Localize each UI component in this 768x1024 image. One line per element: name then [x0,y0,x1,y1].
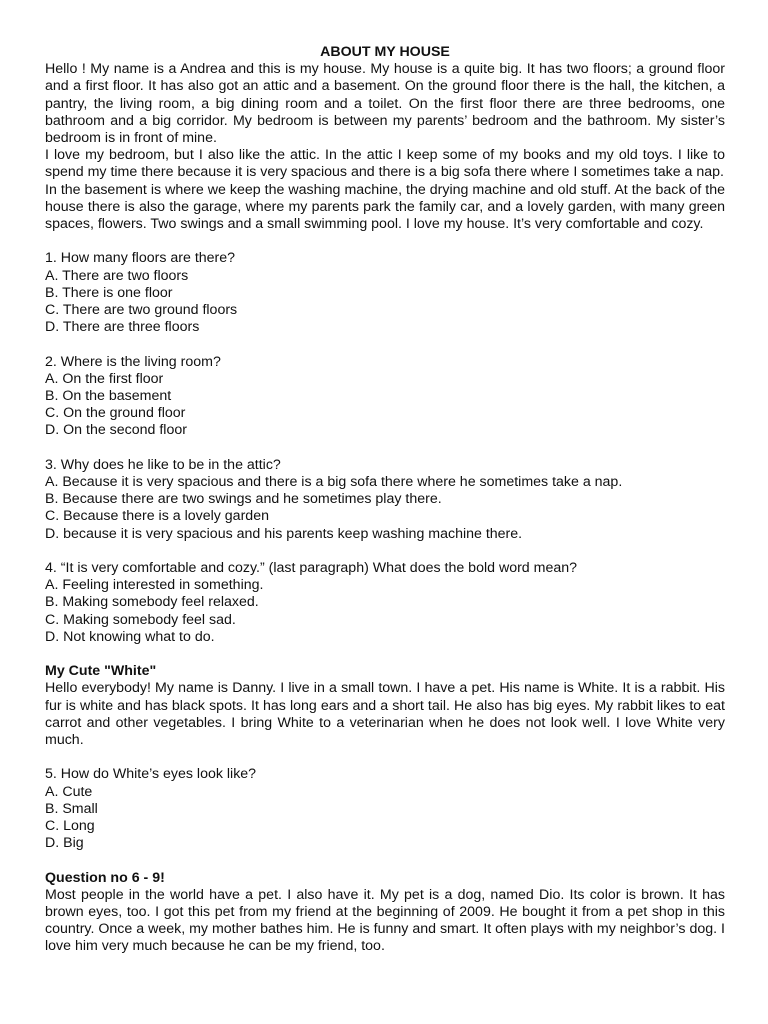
option-b: B. There is one floor [45,284,173,301]
spacer [45,749,725,766]
option-d: D. On the second floor [45,422,187,439]
spacer [45,336,725,353]
option-c: C. Because there is a lovely garden [45,508,269,525]
option-c: C. Long [45,818,95,835]
option-d: D. There are three floors [45,319,200,336]
story2-heading: My Cute "White" [45,663,157,680]
spacer [45,543,725,560]
option-a: A. There are two floors [45,267,189,284]
option-b: B. Because there are two swings and he sometimes play there. [45,491,442,508]
question-5 [45,766,725,852]
story1-paragraph-3: In the basement is where we keep the washing machine, the drying machine and old stuff. At the back of the house there is also the garage, where my parents park the family car, and a lovely garden, with many green spaces, flowers. Two swings and a small swimming pool. I love my house. It’s very comfortable and cozy. [45,181,725,233]
story3-heading: Question no 6 - 9! [45,869,165,886]
story1-paragraph-2: I love my bedroom, but I also like the attic. In the attic I keep some of my books and my old toys. I like to spend my time there because it is very spacious and there is a big sofa there where I sometimes take a nap. [45,147,725,181]
story1-paragraph-1: Hello ! My name is a Andrea and this is my house. My house is a quite big. It has two floors; a ground floor and a first floor. It has also got an attic and a basement. On the ground floor there is the hall, the kitchen, a pantry, the living room, a big dining room and a toilet. On the first floor there are three bedrooms, one bathroom and a big corridor. My bedroom is between my parents’ bedroom and the bathroom. My sister’s bedroom is in front of mine. [45,61,725,147]
option-b: B. Making somebody feel relaxed. [45,594,259,611]
document-page [45,44,725,956]
story3-paragraph: Most people in the world have a pet. I also have it. My pet is a dog, named Dio. Its color is brown. It has brown eyes, too. I got this pet from my friend at the beginning of 2009. He bought it from a pet shop in this country. Once a week, my mother bathes him. He is funny and smart. It often plays with my neighbor’s dog. I love him very much because he can be my friend, too. [45,886,725,955]
option-b: B. On the basement [45,388,172,405]
question-text: 4. “It is very comfortable and cozy.” (last paragraph) What does the bold word mean? [45,560,578,577]
option-c: C. There are two ground floors [45,302,238,319]
option-a: A. Because it is very spacious and there is a big sofa there where he sometimes take a nap. [45,474,623,491]
option-c: C. Making somebody feel sad. [45,611,236,628]
option-c: C. On the ground floor [45,405,186,422]
option-a: A. Cute [45,783,93,800]
option-a: A. Feeling interested in something. [45,577,264,594]
question-text: 2. Where is the living room? [45,353,221,370]
story2-paragraph: Hello everybody! My name is Danny. I live in a small town. I have a pet. His name is White. It is a rabbit. His fur is white and has black spots. It has long ears and a short tail. He also has big eyes. My rabbit likes to eat carrot and other vegetables. I bring White to a veterinarian when he does not look well. I love White very much. [45,680,725,749]
question-text: 5. How do White’s eyes look like? [45,766,257,783]
spacer [45,852,725,869]
option-a: A. On the first floor [45,370,164,387]
question-1 [45,250,725,336]
question-text: 3. Why does he like to be in the attic? [45,456,281,473]
question-2 [45,354,725,440]
question-text: 1. How many floors are there? [45,250,236,267]
option-d: D. Not knowing what to do. [45,628,215,645]
document-title: ABOUT MY HOUSE [320,44,450,60]
spacer [45,440,725,457]
option-d: D. because it is very spacious and his parents keep washing machine there. [45,525,523,542]
option-b: B. Small [45,800,98,817]
question-3 [45,457,725,543]
spacer [45,233,725,250]
question-4 [45,560,725,646]
spacer [45,646,725,663]
option-d: D. Big [45,835,84,852]
